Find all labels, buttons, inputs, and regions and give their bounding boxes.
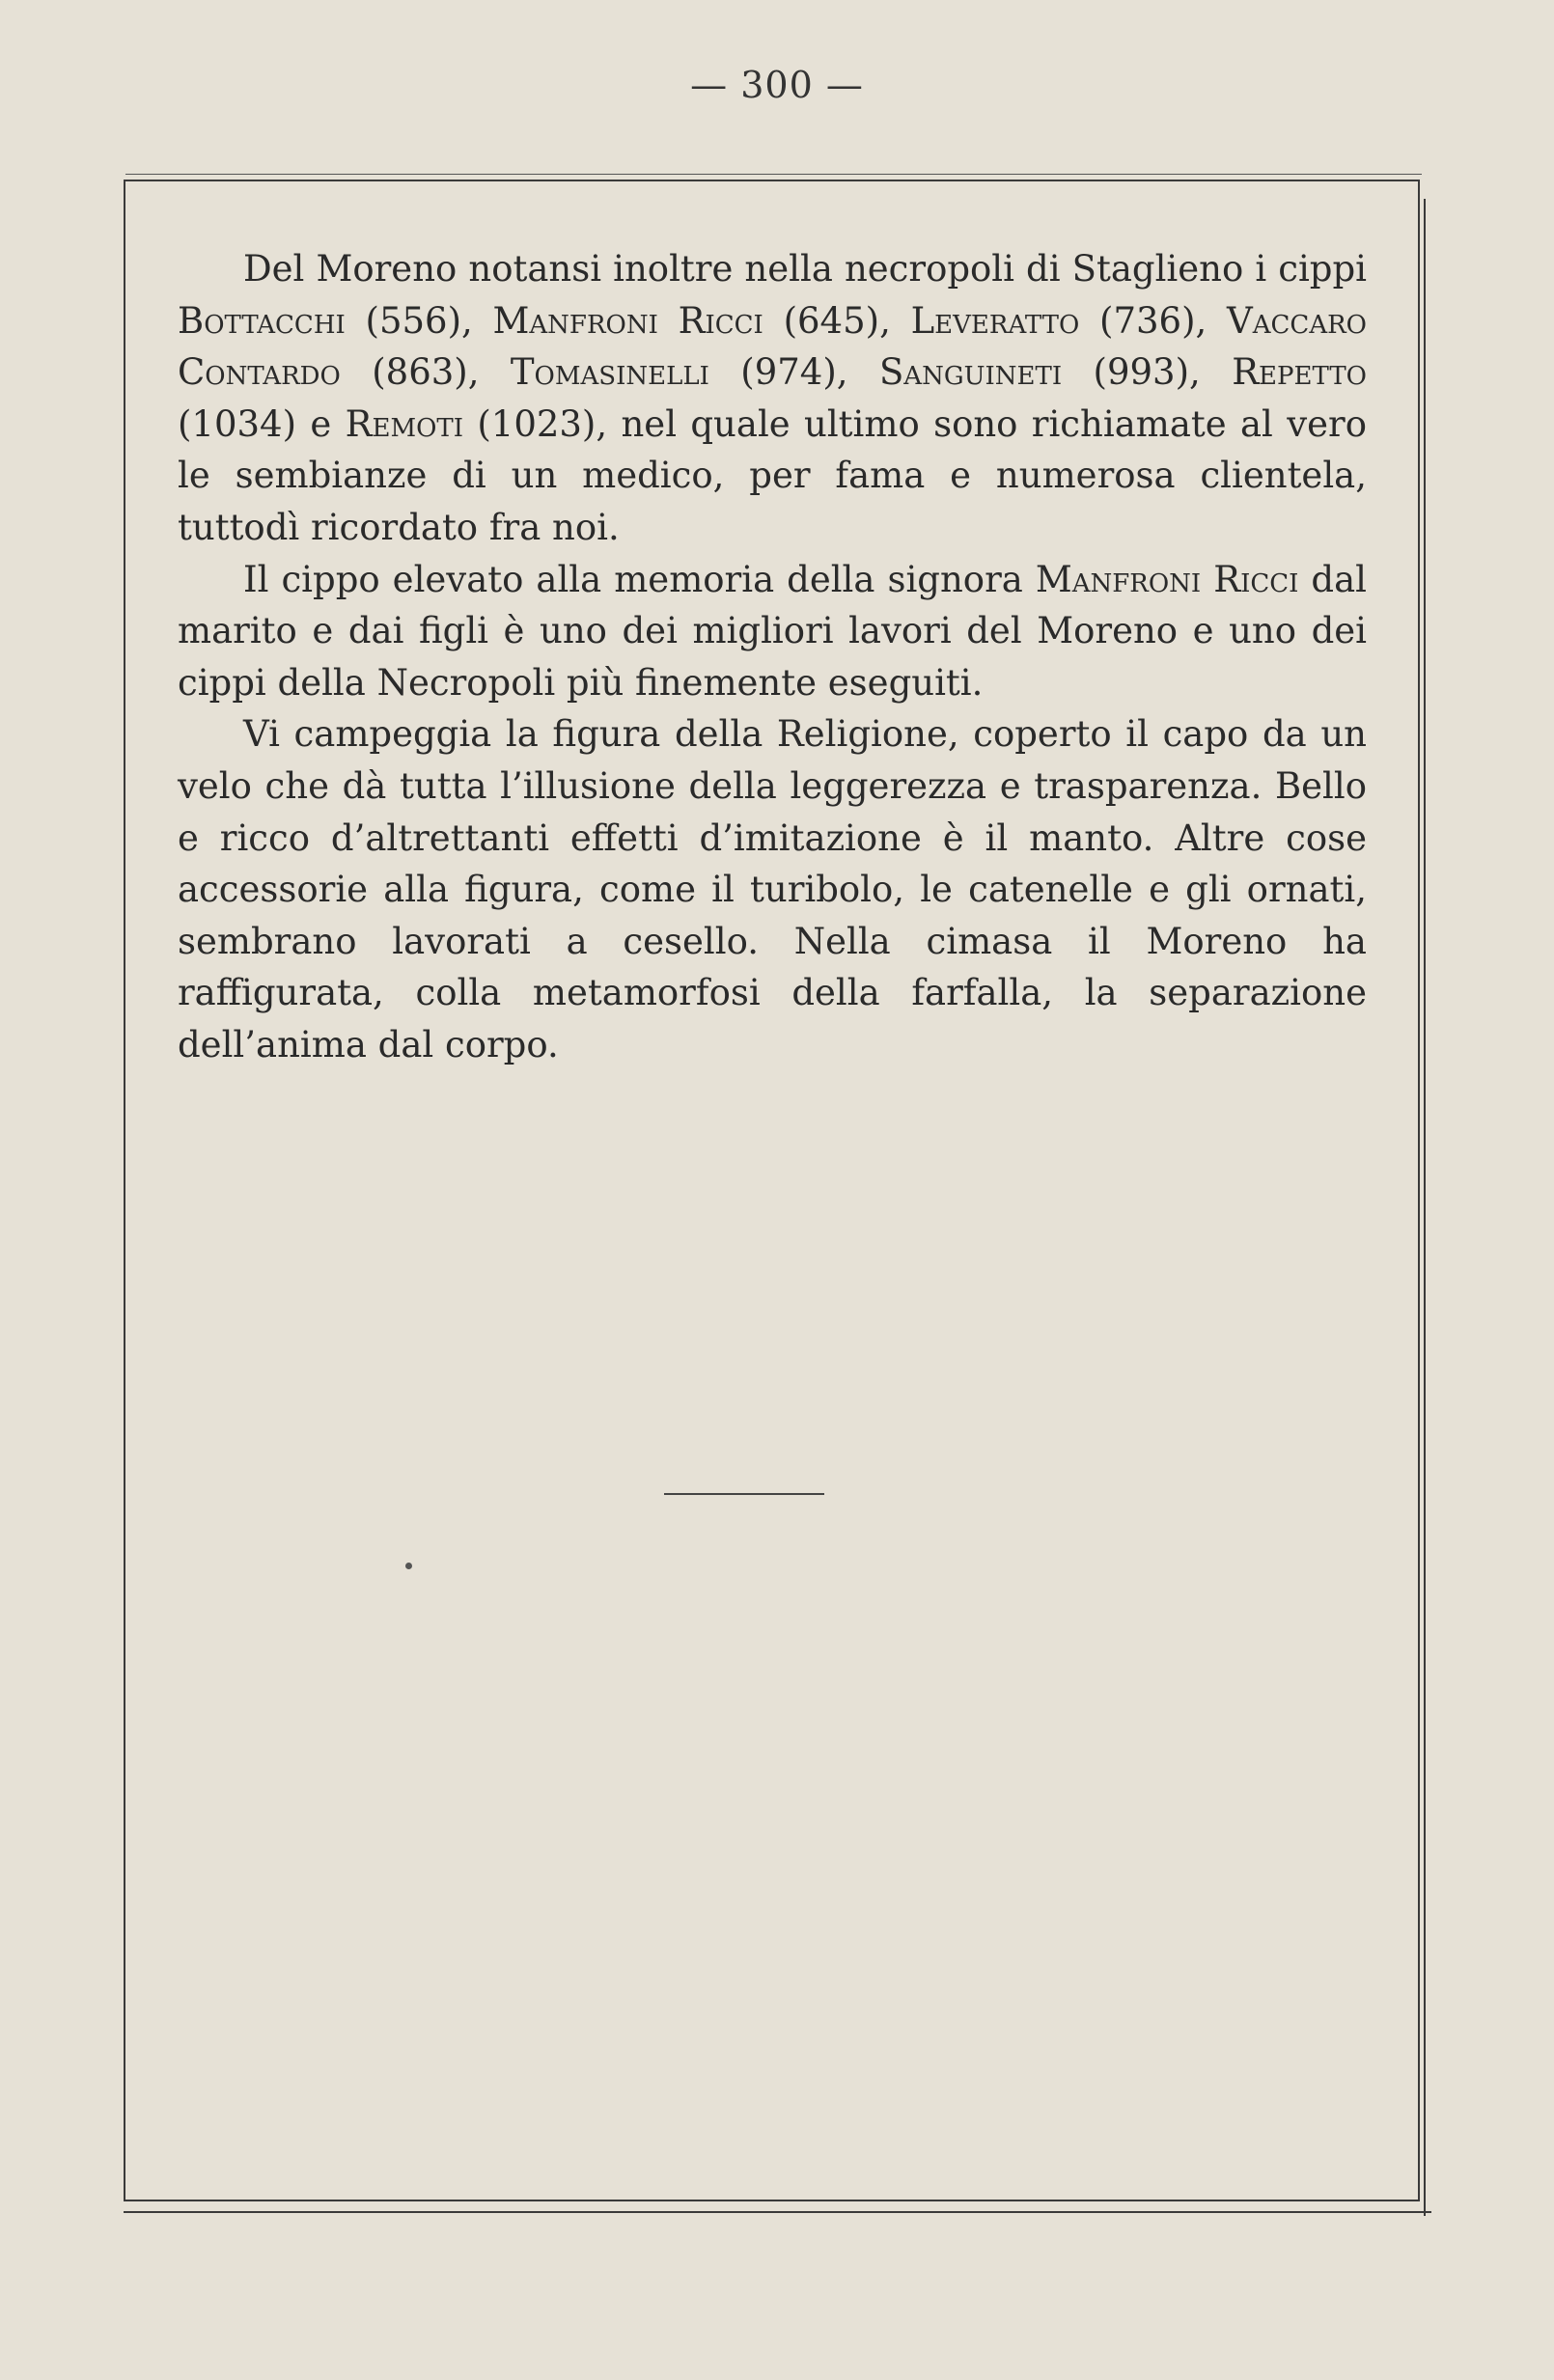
text-run: Del Moreno notansi inoltre nella necropoli di Staglieno i cippi	[243, 248, 1367, 290]
proper-name: Sanguineti	[878, 351, 1063, 394]
text-run: (1034) e	[178, 402, 346, 445]
text-run: (645),	[763, 299, 911, 342]
frame-right-rule	[1424, 199, 1426, 2216]
ink-speck	[405, 1563, 412, 1569]
text-run: (993),	[1062, 351, 1233, 394]
text-run: Vi campeggia la figura della Religione, coperto il capo da un velo che dà tutta l’illusione della leggerezza e trasparenza. Bello e ricco d’altrettanti effetti d’imitazione è il manto. Altre cose accessorie alla figura, come il turibolo, le catenelle e gli ornati, sembrano lavorati a cesello. Nella cimasa il Moreno ha raffigurata, colla metamorfosi della farfalla, la separazione dell’anima dal corpo.	[178, 713, 1367, 1065]
text-run: Il cippo elevato alla memoria della signora	[243, 558, 1036, 600]
paragraph	[178, 554, 1367, 709]
paragraph	[178, 243, 1367, 554]
text-run: (974),	[708, 351, 879, 394]
text-run: (736),	[1079, 299, 1228, 342]
page-number: — 300 —	[690, 64, 864, 106]
text-run: (1023), nel quale ultimo sono richiamate al vero le sembianze di un medico, per fama e numerosa clientela, tuttodì ricordato fra noi.	[178, 402, 1367, 548]
proper-name: Remoti	[345, 402, 463, 445]
text-run: (556),	[345, 299, 493, 342]
frame-bottom-rule	[124, 2211, 1431, 2213]
proper-name: Vaccaro Contardo	[178, 299, 1367, 394]
proper-name: Tomasinelli	[510, 351, 709, 394]
paragraph	[178, 708, 1367, 1070]
text-run: (863),	[340, 351, 511, 394]
section-separator-rule	[664, 1493, 824, 1495]
proper-name: Manfroni Ricci	[1035, 558, 1299, 600]
proper-name: Repetto	[1232, 351, 1367, 394]
proper-name: Leveratto	[910, 299, 1080, 342]
text-run: dal marito e dai figli è uno dei migliori lavori del Moreno e uno dei cippi della Necropoli più finemente eseguiti.	[178, 558, 1367, 704]
body-text	[178, 243, 1367, 1071]
frame-top-rule	[125, 174, 1422, 175]
proper-name: Manfroni Ricci	[492, 299, 763, 342]
proper-name: Bottacchi	[178, 299, 346, 342]
